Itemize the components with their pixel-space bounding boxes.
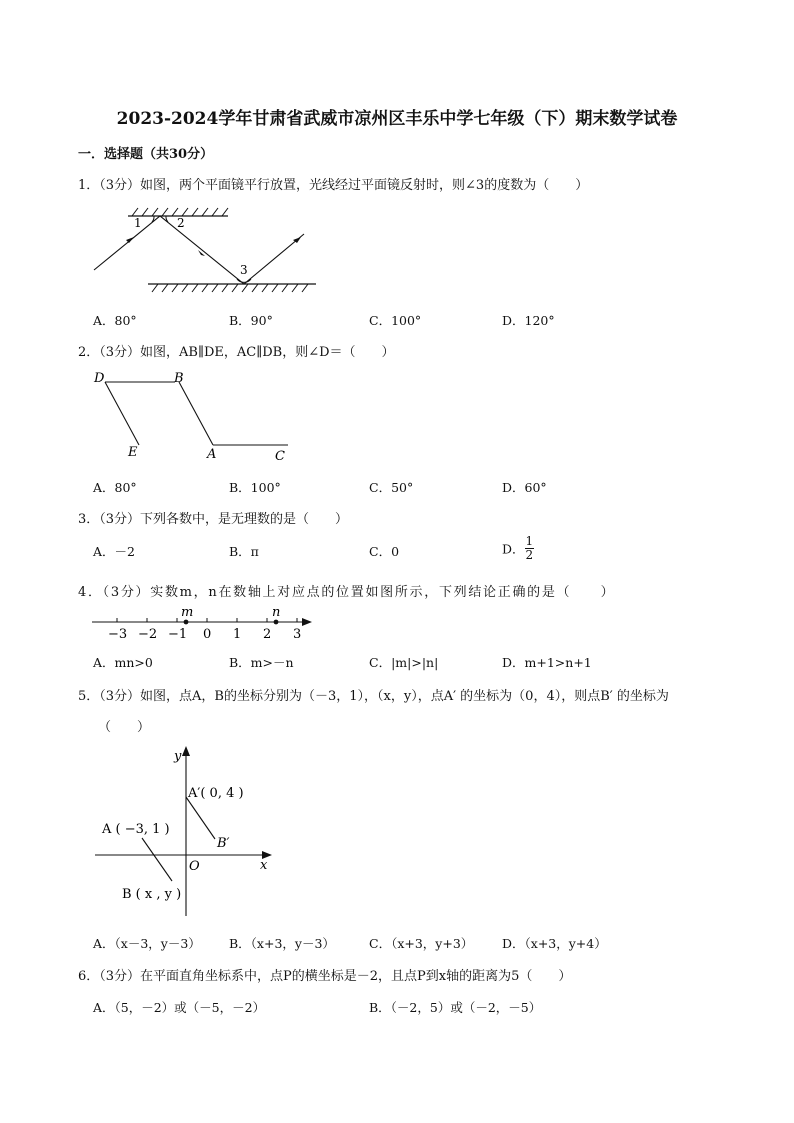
origin-label: O bbox=[189, 859, 200, 874]
point-m-label: m bbox=[181, 605, 194, 620]
section-heading: 一．选择题（共30分） bbox=[78, 147, 214, 162]
point-n bbox=[274, 620, 279, 625]
number-line-tick-label: 1 bbox=[233, 627, 242, 642]
number-line bbox=[88, 600, 318, 648]
point-m bbox=[184, 620, 189, 625]
question-3-stem: 3．（3分）下列各数中，是无理数的是（ ） bbox=[78, 512, 349, 527]
fraction-numerator: 1 bbox=[525, 534, 534, 548]
q6-option-a[interactable]: A．（5，－2）或（－5，－2） bbox=[93, 1000, 266, 1015]
q1-option-d[interactable]: D．120° bbox=[502, 313, 555, 328]
y-axis-label: y bbox=[174, 749, 182, 764]
point-a-label: A bbox=[207, 447, 217, 462]
segment-de bbox=[105, 382, 139, 445]
q2-option-a[interactable]: A．80° bbox=[93, 480, 137, 495]
q4-option-b[interactable]: B．m>－n bbox=[229, 655, 294, 670]
question-5-stem-paren: （ ） bbox=[98, 720, 151, 735]
q4-option-d[interactable]: D．m+1>n+1 bbox=[502, 655, 592, 670]
point-b-label: B ( x , y ) bbox=[122, 887, 182, 902]
point-c-label: C bbox=[275, 449, 285, 464]
angle-2-label: 2 bbox=[177, 216, 185, 230]
number-line-tick-label: −2 bbox=[138, 627, 158, 642]
q5-option-d[interactable]: D．（x+3，y+4） bbox=[502, 936, 607, 951]
question-2-figure bbox=[88, 366, 298, 464]
top-mirror-hatching bbox=[132, 208, 228, 216]
angle-1-label: 1 bbox=[134, 216, 142, 230]
number-line-tick-label: 2 bbox=[263, 627, 272, 642]
number-line-tick-label: 0 bbox=[203, 627, 212, 642]
q3-option-d[interactable] bbox=[502, 535, 534, 562]
question-1-stem: 1．（3分）如图，两个平面镜平行放置，光线经过平面镜反射时，则∠3的度数为（ ） bbox=[78, 178, 589, 193]
q5-option-c[interactable]: C．（x+3，y+3） bbox=[369, 936, 474, 951]
question-5-figure bbox=[92, 740, 282, 920]
point-d-label: D bbox=[94, 371, 105, 386]
segment-a-prime-b-prime bbox=[186, 797, 215, 839]
point-a-label: A ( −3, 1 ) bbox=[102, 822, 170, 837]
bottom-mirror-hatching bbox=[152, 284, 308, 292]
q3-option-d-label: D． bbox=[502, 541, 525, 557]
question-5-stem: 5．（3分）如图，点A，B的坐标分别为（－3，1），（x，y），点A′ 的坐标为（0，4），则点B′ 的坐标为 bbox=[78, 689, 669, 704]
fraction bbox=[525, 535, 535, 562]
number-line-tick-label: 3 bbox=[293, 627, 302, 642]
q1-option-c[interactable]: C．100° bbox=[369, 313, 422, 328]
q2-option-d[interactable]: D．60° bbox=[502, 480, 547, 495]
q5-option-b[interactable]: B．（x+3，y－3） bbox=[229, 936, 335, 951]
number-line-tick-label: −3 bbox=[108, 627, 128, 642]
q6-option-b[interactable]: B．（－2，5）或（－2，－5） bbox=[369, 1000, 542, 1015]
question-4-stem bbox=[78, 581, 615, 600]
ray-arrow-1 bbox=[126, 237, 134, 243]
fraction-denominator: 2 bbox=[525, 548, 534, 562]
y-axis-arrow bbox=[182, 746, 190, 756]
page-title: 2023-2024学年甘肃省武威市凉州区丰乐中学七年级（下）期末数学试卷 bbox=[116, 109, 678, 129]
q4-option-c[interactable]: C．|m|>|n| bbox=[369, 655, 439, 670]
angle-3-label: 3 bbox=[240, 263, 248, 277]
q3-option-c[interactable]: C．0 bbox=[369, 544, 400, 559]
q4-option-a[interactable]: A．mn>0 bbox=[93, 655, 153, 670]
q5-option-a[interactable]: A．（x－3，y－3） bbox=[93, 936, 201, 951]
q3-option-b[interactable]: B．π bbox=[229, 544, 259, 559]
question-2-stem: 2．（3分）如图，AB∥DE，AC∥DB，则∠D＝（ ） bbox=[78, 345, 395, 360]
q1-option-b[interactable]: B．90° bbox=[229, 313, 273, 328]
q3-option-a[interactable]: A．－2 bbox=[93, 544, 135, 559]
point-b-prime-label: B′ bbox=[217, 836, 230, 851]
q2-option-c[interactable]: C．50° bbox=[369, 480, 414, 495]
question-6-stem: 6．（3分）在平面直角坐标系中，点P的横坐标是－2，且点P到x轴的距离为5（ ） bbox=[78, 969, 572, 984]
light-ray bbox=[94, 216, 304, 284]
segment-ab bbox=[142, 838, 172, 881]
question-1-figure bbox=[88, 200, 318, 300]
point-a-prime-label: A′( 0, 4 ) bbox=[188, 786, 244, 801]
q2-option-b[interactable]: B．100° bbox=[229, 480, 281, 495]
q1-option-a[interactable]: A．80° bbox=[93, 313, 137, 328]
question-4-stem-text: 4．（3分）实数m，n在数轴上对应点的位置如图所示，下列结论正确的是（ ） bbox=[78, 585, 616, 600]
number-line-arrow bbox=[302, 618, 312, 626]
number-line-tick-label: −1 bbox=[168, 627, 188, 642]
point-b-label: B bbox=[174, 371, 184, 386]
segment-ba bbox=[179, 382, 213, 445]
point-n-label: n bbox=[272, 605, 281, 620]
point-e-label: E bbox=[128, 445, 138, 460]
x-axis-label: x bbox=[260, 858, 268, 873]
